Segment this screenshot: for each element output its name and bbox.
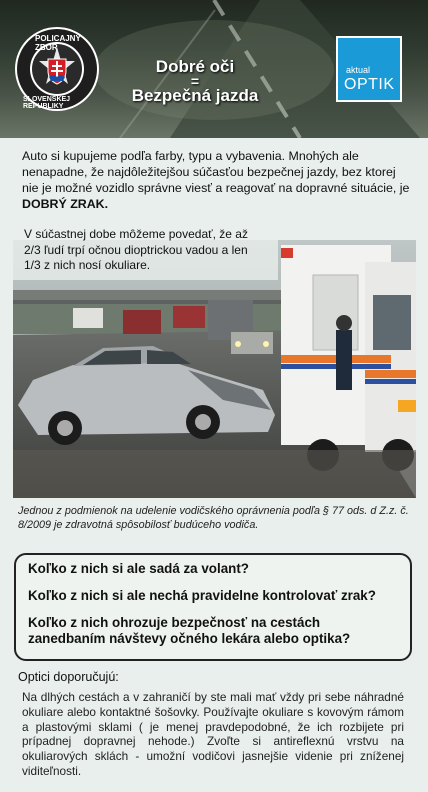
police-logo (13, 25, 101, 113)
title-line-1: Dobré oči (155, 57, 235, 76)
legal-caption: Jednou z podmienok na udelenie vodičského oprávnenia podľa § 77 ods. d Z.z. č. 8/2009 je zdravotná spôsobilosť budúceho vodiča. (18, 505, 409, 531)
intro-text: Auto si kupujeme podľa farby, typu a vybavenia. Mnohých ale nenapadne, že najdôležitejšou súčasťou bezpečnej jazdy, bez ktorej nie je možné vozidlo správne viesť a reagovať na dopravné situácie, je (22, 149, 410, 195)
recommend-text: Na dlhých cestách a v zahraničí by ste mali mať vždy pri sebe náhradné okuliare alebo kontaktné šošovky. Používajte okuliare s kovovým rámom a plastovými sklami ( je menej pravdepodobné, že ich rozbijete pri prípadnej dopravnej nehode.) Zvoľte si antireflexnú vrstvu na okuliarových sklách - umožní vodičovi jasnejšie videnie pri zníženej viditeľnosti. (22, 690, 404, 778)
question-1: Koľko z nich si ale sadá za volant? (28, 561, 249, 576)
police-logo-text-bottom: SLOVENSKEJ REPUBLIKY (23, 96, 71, 110)
police-logo-text-top: POLICAJNÝ ZBOR (35, 34, 81, 52)
header-banner (0, 0, 428, 138)
car-accident-photo (13, 240, 416, 498)
question-2: Koľko z nich si ale nechá pravidelne kontrolovať zrak? (28, 588, 376, 603)
questions-box (14, 553, 412, 661)
page-title (100, 58, 290, 105)
aktual-optik-logo (336, 36, 402, 102)
question-3: Koľko z nich ohrozuje bezpečnosť na cestách zanedbaním návštevy očného lekára alebo optika? (28, 615, 351, 646)
optik-logo-brand: OPTIK (344, 76, 395, 93)
title-line-2: Bezpečná jazda (131, 86, 259, 105)
intro-bold: DOBRÝ ZRAK. (22, 197, 109, 211)
intro-paragraph (22, 148, 412, 212)
fact-text: V súčastnej dobe môžeme povedať, že až 2/3 ľudí trpí očnou dioptrickou vadou a len 1/3 z nich nosí okuliare. (24, 227, 248, 272)
title-equals: = (190, 73, 200, 89)
recommend-title: Optici doporučujú: (18, 670, 119, 684)
optik-logo-small: aktual (346, 65, 371, 75)
